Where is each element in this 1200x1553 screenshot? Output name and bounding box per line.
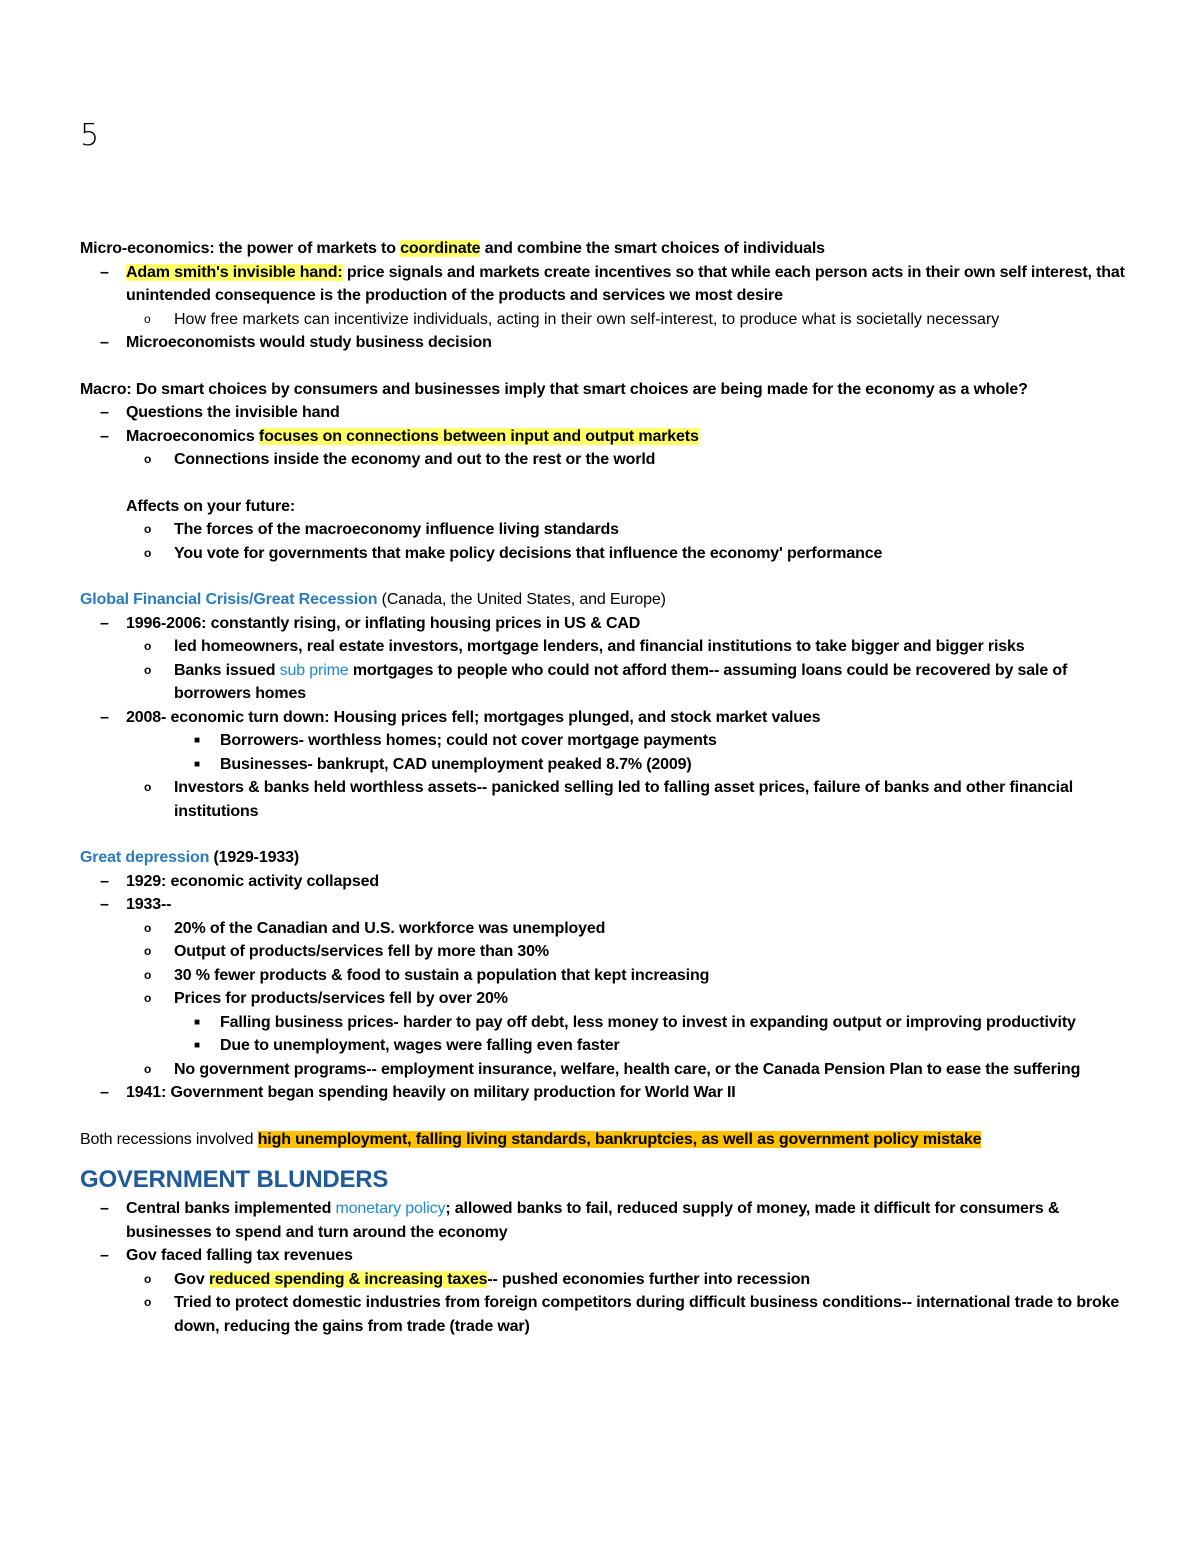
circle-bullet-icon: o [144, 662, 152, 677]
circle-bullet-icon: o [144, 1061, 152, 1076]
list-item: o Banks issued sub prime mortgages to people who could not afford them-- assuming loans could be recovered by sale of borrowers homes [80, 659, 1130, 706]
both-recessions-line: Both recessions involved high unemployment, falling living standards, bankruptcies, as well as government policy mistake [80, 1130, 982, 1148]
dash-bullet-icon: – [100, 614, 109, 632]
list-item: – 2008- economic turn down: Housing prices fell; mortgages plunged, and stock market values [80, 706, 1130, 730]
circle-bullet-icon: o [144, 920, 152, 935]
dash-bullet-icon: – [100, 1200, 109, 1217]
highlight-invisible-hand: Adam smith's invisible hand: [126, 263, 343, 281]
list-item: o No government programs-- employment insurance, welfare, health care, or the Canada Pension Plan to ease the suffering [80, 1058, 1130, 1082]
circle-bullet-icon: o [144, 1271, 152, 1286]
dash-bullet-icon: – [100, 427, 109, 445]
list-item: o Prices for products/services fell by over 20% [80, 987, 1130, 1011]
section-title-great-depression: Great depression [80, 849, 210, 866]
list-item: – 1933-- [80, 893, 1130, 917]
dash-bullet-icon: – [100, 1247, 109, 1264]
circle-bullet-icon: o [144, 639, 152, 653]
circle-bullet-icon: o [144, 1295, 152, 1309]
list-item: o Tried to protect domestic industries from foreign competitors during difficult business conditions-- international trade to broke down, reducing the gains from trade (trade war) [80, 1291, 1130, 1338]
list-item: o You vote for governments that make policy decisions that influence the economy' performance [80, 542, 1130, 566]
dash-bullet-icon: – [100, 872, 109, 890]
list-item: – Questions the invisible hand [80, 401, 1130, 425]
list-item: – 1941: Government began spending heavily on military production for World War II [80, 1081, 1130, 1105]
micro-intro: Micro-economics: the power of markets to coordinate and combine the smart choices of individuals [80, 240, 825, 257]
list-item: ■ Falling business prices- harder to pay off debt, less money to invest in expanding output or improving productivity [80, 1011, 1130, 1035]
list-item: – 1929: economic activity collapsed [80, 870, 1130, 894]
list-item: o led homeowners, real estate investors, mortgage lenders, and financial institutions to take bigger and bigger risks [80, 635, 1130, 659]
square-bullet-icon: ■ [194, 1016, 200, 1028]
circle-bullet-icon: o [144, 545, 152, 560]
list-item: – Microeconomists would study business decision [80, 331, 1130, 355]
circle-bullet-icon: o [144, 967, 152, 982]
list-item: – Gov faced falling tax revenues [80, 1244, 1130, 1268]
sub-prime-term: sub prime [279, 661, 349, 679]
highlight-both-recessions: high unemployment, falling living standards, bankruptcies, as well as government policy mistake [257, 1130, 982, 1148]
highlight-reduced-spending: reduced spending & increasing taxes [208, 1270, 488, 1288]
dash-bullet-icon: – [100, 404, 109, 421]
list-item: ■ Due to unemployment, wages were falling even faster [80, 1034, 1130, 1058]
dash-bullet-icon: – [100, 896, 109, 913]
list-item: o 30 % fewer products & food to sustain a population that kept increasing [80, 964, 1130, 988]
affects-title: Affects on your future: [126, 497, 295, 515]
square-bullet-icon: ■ [194, 1040, 200, 1051]
list-item: o The forces of the macroeconomy influence living standards [80, 518, 1130, 542]
list-item: o Output of products/services fell by more than 30% [80, 940, 1130, 964]
section-title-gfc: Global Financial Crisis/Great Recession [80, 591, 378, 608]
square-bullet-icon: ■ [194, 735, 200, 746]
list-item: – Macroeconomics focuses on connections between input and output markets [80, 425, 1130, 449]
monetary-policy-term: monetary policy [335, 1200, 446, 1217]
circle-bullet-icon: o [144, 991, 152, 1005]
dash-bullet-icon: – [100, 1084, 109, 1101]
list-item: ■ Businesses- bankrupt, CAD unemployment peaked 8.7% (2009) [80, 753, 1130, 777]
list-item: o 20% of the Canadian and U.S. workforce was unemployed [80, 917, 1130, 941]
square-bullet-icon: ■ [194, 758, 200, 770]
highlight-focuses: focuses on connections between input and output markets [258, 427, 699, 445]
list-item: o Investors & banks held worthless assets-- panicked selling led to falling asset prices, failure of banks and other financial institutions [80, 776, 1130, 823]
circle-bullet-icon: o [144, 452, 152, 466]
page-number: 5 [80, 118, 100, 153]
list-item: o Gov reduced spending & increasing taxes-- pushed economies further into recession [80, 1268, 1130, 1292]
list-item: o Connections inside the economy and out to the rest or the world [80, 448, 1130, 472]
list-item: – 1996-2006: constantly rising, or inflating housing prices in US & CAD [80, 612, 1130, 636]
highlight-coordinate: coordinate [400, 240, 481, 257]
dash-bullet-icon: – [100, 334, 109, 351]
list-item: o How free markets can incentivize individuals, acting in their own self-interest, to produce what is societally necessary [80, 308, 1130, 332]
list-item: – Central banks implemented monetary policy; allowed banks to fail, reduced supply of money, made it difficult for consumers & businesses to spend and turn around the economy [80, 1197, 1130, 1244]
list-item: – Adam smith's invisible hand: price signals and markets create incentives so that while each person acts in their own self interest, that unintended consequence is the production of the products and services we most desire [80, 261, 1130, 308]
circle-bullet-icon: o [144, 311, 151, 326]
circle-bullet-icon: o [144, 780, 152, 794]
gfc-title-line: Global Financial Crisis/Great Recession (Canada, the United States, and Europe) [80, 591, 666, 608]
dash-bullet-icon: – [100, 708, 109, 726]
notes-body [80, 237, 1130, 1338]
macro-intro: Macro: Do smart choices by consumers and businesses imply that smart choices are being made for the economy as a whole? [80, 380, 1028, 398]
list-item: ■ Borrowers- worthless homes; could not cover mortgage payments [80, 729, 1130, 753]
gd-title-line: Great depression (1929-1933) [80, 849, 300, 866]
government-blunders-heading: GOVERNMENT BLUNDERS [80, 1166, 389, 1193]
circle-bullet-icon: o [144, 944, 152, 958]
circle-bullet-icon: o [144, 522, 152, 536]
dash-bullet-icon: – [100, 263, 109, 281]
